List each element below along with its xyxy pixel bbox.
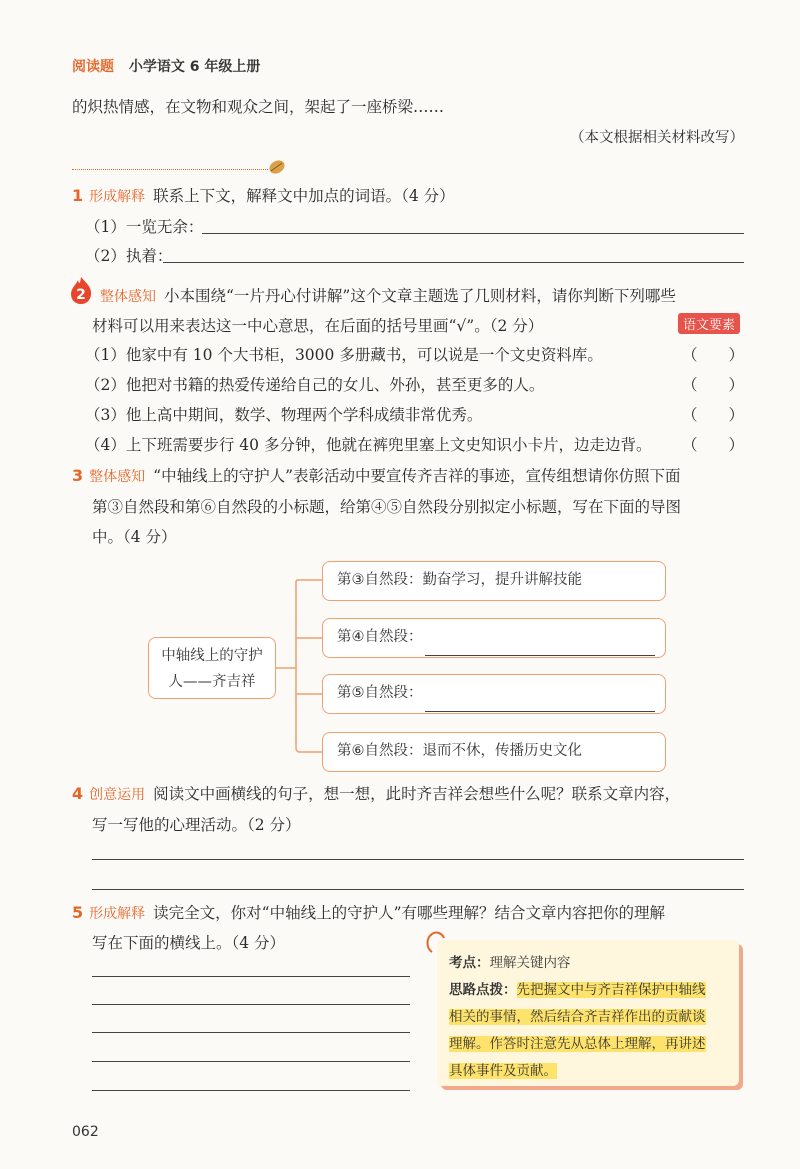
q5-stem-line-1: [72, 898, 665, 929]
q5-tag: 形成解释: [89, 906, 146, 922]
q2-option-2: （2）他把对书籍的热爱传递给自己的女儿、外孙，甚至更多的人。: [85, 376, 545, 394]
mindmap-branch-5-blank[interactable]: [425, 697, 655, 712]
q3-stem-line-2: 第③自然段和第⑥自然段的小标题，给第④⑤自然段分别拟定小标题，写在下面的导图: [92, 498, 682, 516]
q5-stem-line-2: 写在下面的横线上。（4 分）: [92, 934, 286, 952]
mindmap-center-line-2: 人——齐吉祥: [168, 674, 256, 690]
q4-tag: 创意运用: [89, 787, 146, 803]
tip-line-2: [449, 1004, 729, 1031]
q1-item-1: （1）一览无余：: [85, 218, 204, 236]
header-book: 小学语文 6 年级上册: [128, 59, 261, 75]
tip-s-label: 思路点拨：: [449, 982, 517, 998]
q5-answer-line-1[interactable]: [92, 976, 410, 977]
tip-k-text: 理解关键内容: [489, 955, 571, 971]
tip-line-3: [449, 1031, 729, 1058]
q2-option-1-paren[interactable]: （ ）: [681, 346, 744, 364]
tip-kaodian: [449, 950, 729, 977]
q5-answer-line-2[interactable]: [92, 1004, 410, 1005]
q2-number: 2: [76, 287, 86, 303]
q4-answer-line-1[interactable]: [92, 859, 744, 860]
mindmap-center-node: [148, 637, 276, 699]
mindmap-branch-3: 第③自然段：勤奋学习，提升讲解技能: [322, 561, 666, 601]
mindmap-branch-4-label: 第④自然段：: [337, 629, 423, 645]
q2-badge: 语文要素: [678, 313, 740, 334]
q2-option-3-paren[interactable]: （ ）: [681, 406, 744, 424]
q3-number: 3: [72, 466, 84, 485]
q3-text-1: “中轴线上的守护人”表彰活动中要宣传齐吉祥的事迹，宣传组想请你仿照下面: [153, 467, 681, 485]
tip-text-2: 相关的事情，然后结合齐吉祥作出的贡献谈: [449, 1009, 706, 1025]
q4-answer-line-2[interactable]: [92, 889, 744, 890]
q5-answer-line-5[interactable]: [92, 1090, 410, 1091]
q5-answer-line-3[interactable]: [92, 1032, 410, 1033]
tip-text-1: 先把握文中与齐吉祥保护中轴线: [516, 982, 706, 998]
mindmap-branch-4: [322, 618, 666, 658]
q5-answer-line-4[interactable]: [92, 1061, 410, 1062]
q2-option-4-paren[interactable]: （ ）: [681, 436, 744, 454]
q4-stem-line-1: [72, 779, 680, 810]
q2-option-3: （3）他上高中期间，数学、物理两个学科成绩非常优秀。: [85, 406, 483, 424]
passage-tail: 的炽热情感，在文物和观众之间，架起了一座桥梁……: [72, 98, 445, 116]
mindmap-branch-4-blank[interactable]: [425, 641, 655, 656]
tip-k-label: 考点：: [449, 955, 490, 971]
q1-item-2: （2）执着：: [85, 247, 173, 265]
tip-line-1: [449, 977, 729, 1004]
q3-stem-line-3: 中。（4 分）: [92, 528, 177, 546]
q5-number: 5: [72, 903, 84, 922]
tip-text-3: 理解。作答时注意先从总体上理解，再讲述: [449, 1036, 706, 1052]
q3-tag: 整体感知: [89, 469, 146, 485]
q2-option-1: （1）他家中有 10 个大书柜，3000 多册藏书，可以说是一个文史资料库。: [85, 346, 603, 364]
q5-text-1: 读完全文，你对“中轴线上的守护人”有哪些理解？结合文章内容把你的理解: [153, 904, 665, 922]
tip-note: [437, 940, 739, 1086]
q1-text: 联系上下文，解释文中加点的词语。（4 分）: [153, 187, 455, 205]
tip-line-4: [449, 1058, 729, 1085]
page-number: 062: [72, 1124, 99, 1140]
mindmap-branch-5: [322, 674, 666, 714]
q2-stem-line-2: 材料可以用来表达这一中心意思，在后面的括号里画“√”。（2 分）: [92, 317, 544, 335]
q2-tag: 整体感知: [100, 289, 156, 305]
mindmap-branch-6: 第⑥自然段：退而不休，传播历史文化: [322, 732, 666, 772]
q4-text-1: 阅读文中画横线的句子，想一想，此时齐吉祥会想些什么呢？联系文章内容，: [153, 785, 681, 803]
q1-number: 1: [72, 186, 84, 205]
q2-option-2-paren[interactable]: （ ）: [681, 376, 744, 394]
passage-source: （本文根据相关材料改写）: [570, 130, 744, 146]
q1-tag: 形成解释: [89, 189, 146, 205]
q2-text-1: 小本围绕“一片丹心付讲解”这个文章主题选了几则材料，请你判断下列哪些: [164, 287, 676, 305]
tip-text-4: 具体事件及贡献。: [449, 1063, 557, 1079]
q2-option-4: （4）上下班需要步行 40 多分钟，他就在裤兜里塞上文史知识小卡片，边走边背。: [85, 436, 652, 454]
q4-number: 4: [72, 784, 84, 803]
mindmap-branch-5-label: 第⑤自然段：: [337, 685, 423, 701]
header-label: 阅读题: [72, 59, 114, 75]
mindmap-center-line-1: 中轴线上的守护: [161, 648, 263, 664]
q4-stem-line-2: 写一写他的心理活动。（2 分）: [92, 816, 301, 834]
